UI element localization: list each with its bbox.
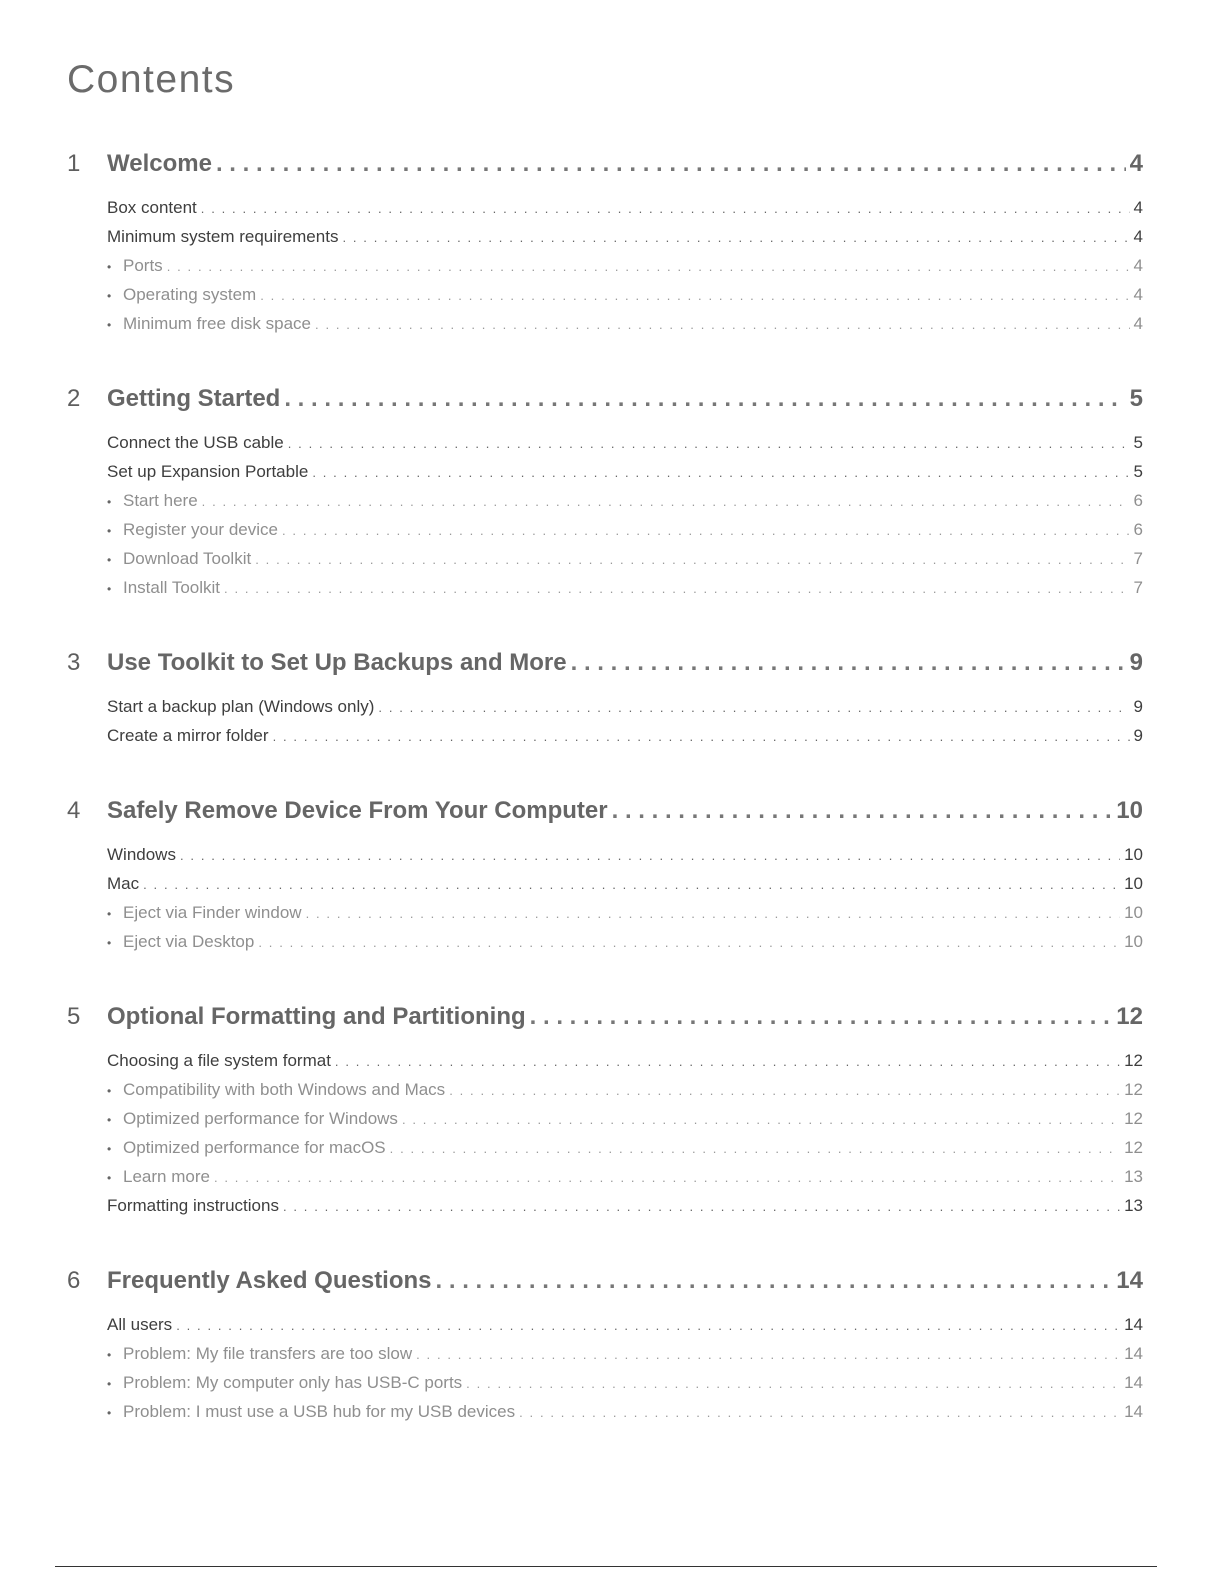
- page-title: Contents: [67, 58, 236, 101]
- toc-subsection-link[interactable]: [107, 1080, 1143, 1109]
- entry-page-number: 10: [1124, 932, 1143, 951]
- dot-leader: [612, 797, 1113, 825]
- toc-chapter: [67, 1267, 1143, 1431]
- dot-leader: [288, 436, 1130, 451]
- toc-section-link[interactable]: [107, 1196, 1143, 1225]
- toc-chapter-link[interactable]: [67, 385, 1143, 429]
- toc-subsection-link[interactable]: [107, 1344, 1143, 1373]
- toc-subsection-link[interactable]: [107, 1167, 1143, 1196]
- entry-title: Create a mirror folder: [107, 726, 269, 745]
- bullet-icon: •: [107, 1406, 112, 1420]
- chapter-page-number: 9: [1129, 649, 1143, 676]
- entry-title: Ports: [123, 256, 163, 275]
- toc-subsection-link[interactable]: [107, 578, 1143, 607]
- entry-title: Set up Expansion Portable: [107, 462, 309, 481]
- toc-chapter-link[interactable]: [67, 1003, 1143, 1047]
- bullet-icon: •: [107, 1171, 112, 1185]
- toc-section-link[interactable]: [107, 227, 1143, 256]
- dot-leader: [255, 552, 1129, 567]
- dot-leader: [214, 1170, 1120, 1185]
- toc-subsection-link[interactable]: [107, 1109, 1143, 1138]
- dot-leader: [176, 1318, 1120, 1333]
- toc-subsection-link[interactable]: [107, 520, 1143, 549]
- entry-title: Problem: My file transfers are too slow: [123, 1344, 413, 1363]
- footer-rule: [55, 1566, 1157, 1567]
- toc-chapter-link[interactable]: [67, 150, 1143, 194]
- toc-section-link[interactable]: [107, 697, 1143, 726]
- toc-section-link[interactable]: [107, 1315, 1143, 1344]
- dot-leader: [530, 1003, 1113, 1031]
- entry-page-number: 4: [1133, 285, 1143, 304]
- dot-leader: [306, 906, 1121, 921]
- table-of-contents: [67, 150, 1143, 1431]
- chapter-page-number: 10: [1116, 797, 1143, 824]
- toc-subsection-link[interactable]: [107, 1373, 1143, 1402]
- entry-page-number: 9: [1133, 697, 1143, 716]
- entry-title: Register your device: [123, 520, 278, 539]
- entry-page-number: 6: [1133, 491, 1143, 510]
- entry-title: Eject via Desktop: [123, 932, 255, 951]
- entry-title: Problem: I must use a USB hub for my USB devices: [123, 1402, 516, 1421]
- bullet-icon: •: [107, 318, 112, 332]
- toc-chapter: [67, 385, 1143, 607]
- bullet-icon: •: [107, 495, 112, 509]
- dot-leader: [466, 1376, 1120, 1391]
- entry-page-number: 13: [1124, 1196, 1143, 1215]
- bullet-icon: •: [107, 936, 112, 950]
- entry-title: Mac: [107, 874, 140, 893]
- chapter-title: Getting Started: [107, 385, 281, 412]
- toc-chapter-link[interactable]: [67, 1267, 1143, 1311]
- dot-leader: [202, 494, 1130, 509]
- chapter-number: 4: [67, 797, 81, 824]
- entry-page-number: 14: [1124, 1315, 1143, 1334]
- dot-leader: [273, 729, 1130, 744]
- dot-leader: [402, 1112, 1120, 1127]
- entry-title: Operating system: [123, 285, 257, 304]
- entry-title: Minimum free disk space: [123, 314, 312, 333]
- entry-page-number: 7: [1133, 578, 1143, 597]
- toc-subsection-link[interactable]: [107, 932, 1143, 961]
- toc-chapter: [67, 1003, 1143, 1225]
- entry-page-number: 14: [1124, 1344, 1143, 1363]
- dot-leader: [342, 230, 1129, 245]
- chapter-number: 1: [67, 150, 81, 177]
- entry-page-number: 6: [1133, 520, 1143, 539]
- entry-page-number: 5: [1133, 462, 1143, 481]
- chapter-number: 2: [67, 385, 81, 412]
- dot-leader: [312, 465, 1129, 480]
- bullet-icon: •: [107, 1377, 112, 1391]
- dot-leader: [180, 848, 1120, 863]
- entry-title: All users: [107, 1315, 173, 1334]
- dot-leader: [390, 1141, 1120, 1156]
- toc-chapter-link[interactable]: [67, 797, 1143, 841]
- chapter-title: Optional Formatting and Partitioning: [107, 1003, 526, 1030]
- entry-page-number: 9: [1133, 726, 1143, 745]
- dot-leader: [519, 1405, 1120, 1420]
- entry-title: Start a backup plan (Windows only): [107, 697, 375, 716]
- chapter-number: 3: [67, 649, 81, 676]
- toc-section-link[interactable]: [107, 1051, 1143, 1080]
- entry-title: Install Toolkit: [123, 578, 221, 597]
- entry-page-number: 4: [1133, 314, 1143, 333]
- entry-page-number: 4: [1133, 227, 1143, 246]
- toc-section-link[interactable]: [107, 874, 1143, 903]
- entry-page-number: 10: [1124, 874, 1143, 893]
- dot-leader: [216, 150, 1126, 178]
- bullet-icon: •: [107, 582, 112, 596]
- chapter-page-number: 14: [1116, 1267, 1143, 1294]
- chapter-number: 6: [67, 1267, 81, 1294]
- entry-title: Optimized performance for Windows: [123, 1109, 398, 1128]
- entry-title: Optimized performance for macOS: [123, 1138, 386, 1157]
- dot-leader: [283, 1199, 1120, 1214]
- dot-leader: [315, 317, 1130, 332]
- entry-page-number: 14: [1124, 1373, 1143, 1392]
- entry-title: Windows: [107, 845, 176, 864]
- chapter-title: Safely Remove Device From Your Computer: [107, 797, 608, 824]
- dot-leader: [571, 649, 1126, 677]
- dot-leader: [378, 700, 1129, 715]
- chapter-title: Use Toolkit to Set Up Backups and More: [107, 649, 567, 676]
- dot-leader: [167, 259, 1130, 274]
- bullet-icon: •: [107, 553, 112, 567]
- dot-leader: [436, 1267, 1113, 1295]
- entry-page-number: 14: [1124, 1402, 1143, 1421]
- entry-page-number: 12: [1124, 1138, 1143, 1157]
- entry-page-number: 12: [1124, 1051, 1143, 1070]
- dot-leader: [335, 1054, 1120, 1069]
- chapter-page-number: 12: [1116, 1003, 1143, 1030]
- toc-section-link[interactable]: [107, 198, 1143, 227]
- entry-title: Start here: [123, 491, 198, 510]
- entry-title: Compatibility with both Windows and Macs: [123, 1080, 446, 1099]
- dot-leader: [282, 523, 1130, 538]
- bullet-icon: •: [107, 524, 112, 538]
- entry-page-number: 4: [1133, 198, 1143, 217]
- dot-leader: [143, 877, 1120, 892]
- toc-subsection-link[interactable]: [107, 549, 1143, 578]
- entry-page-number: 10: [1124, 903, 1143, 922]
- toc-subsection-link[interactable]: [107, 491, 1143, 520]
- entry-title: Download Toolkit: [123, 549, 252, 568]
- toc-subsection-link[interactable]: [107, 903, 1143, 932]
- bullet-icon: •: [107, 1348, 112, 1362]
- entry-title: Formatting instructions: [107, 1196, 279, 1215]
- bullet-icon: •: [107, 260, 112, 274]
- toc-subsection-link[interactable]: [107, 256, 1143, 285]
- chapter-number: 5: [67, 1003, 81, 1030]
- bullet-icon: •: [107, 1084, 112, 1098]
- toc-subsection-link[interactable]: [107, 314, 1143, 343]
- entry-page-number: 5: [1133, 433, 1143, 452]
- dot-leader: [260, 288, 1129, 303]
- toc-subsection-link[interactable]: [107, 1402, 1143, 1431]
- entry-page-number: 12: [1124, 1109, 1143, 1128]
- toc-subsection-link[interactable]: [107, 285, 1143, 314]
- entry-title: Connect the USB cable: [107, 433, 284, 452]
- entry-title: Minimum system requirements: [107, 227, 339, 246]
- toc-chapter: [67, 797, 1143, 961]
- bullet-icon: •: [107, 907, 112, 921]
- dot-leader: [284, 385, 1125, 413]
- toc-section-link[interactable]: [107, 845, 1143, 874]
- entry-title: Learn more: [123, 1167, 210, 1186]
- entry-page-number: 4: [1133, 256, 1143, 275]
- entry-title: Eject via Finder window: [123, 903, 302, 922]
- entry-page-number: 13: [1124, 1167, 1143, 1186]
- dot-leader: [449, 1083, 1120, 1098]
- chapter-title: Welcome: [107, 150, 212, 177]
- toc-section-link[interactable]: [107, 433, 1143, 462]
- dot-leader: [416, 1347, 1120, 1362]
- toc-chapter: [67, 150, 1143, 343]
- entry-title: Problem: My computer only has USB-C ports: [123, 1373, 463, 1392]
- entry-title: Box content: [107, 198, 197, 217]
- entry-page-number: 7: [1133, 549, 1143, 568]
- dot-leader: [224, 581, 1130, 596]
- bullet-icon: •: [107, 289, 112, 303]
- toc-subsection-link[interactable]: [107, 1138, 1143, 1167]
- chapter-page-number: 5: [1129, 385, 1143, 412]
- chapter-page-number: 4: [1129, 150, 1143, 177]
- toc-section-link[interactable]: [107, 462, 1143, 491]
- chapter-title: Frequently Asked Questions: [107, 1267, 432, 1294]
- toc-chapter-link[interactable]: [67, 649, 1143, 693]
- bullet-icon: •: [107, 1113, 112, 1127]
- entry-page-number: 10: [1124, 845, 1143, 864]
- bullet-icon: •: [107, 1142, 112, 1156]
- toc-chapter: [67, 649, 1143, 755]
- toc-section-link[interactable]: [107, 726, 1143, 755]
- entry-title: Choosing a file system format: [107, 1051, 331, 1070]
- dot-leader: [258, 935, 1120, 950]
- dot-leader: [201, 201, 1130, 216]
- entry-page-number: 12: [1124, 1080, 1143, 1099]
